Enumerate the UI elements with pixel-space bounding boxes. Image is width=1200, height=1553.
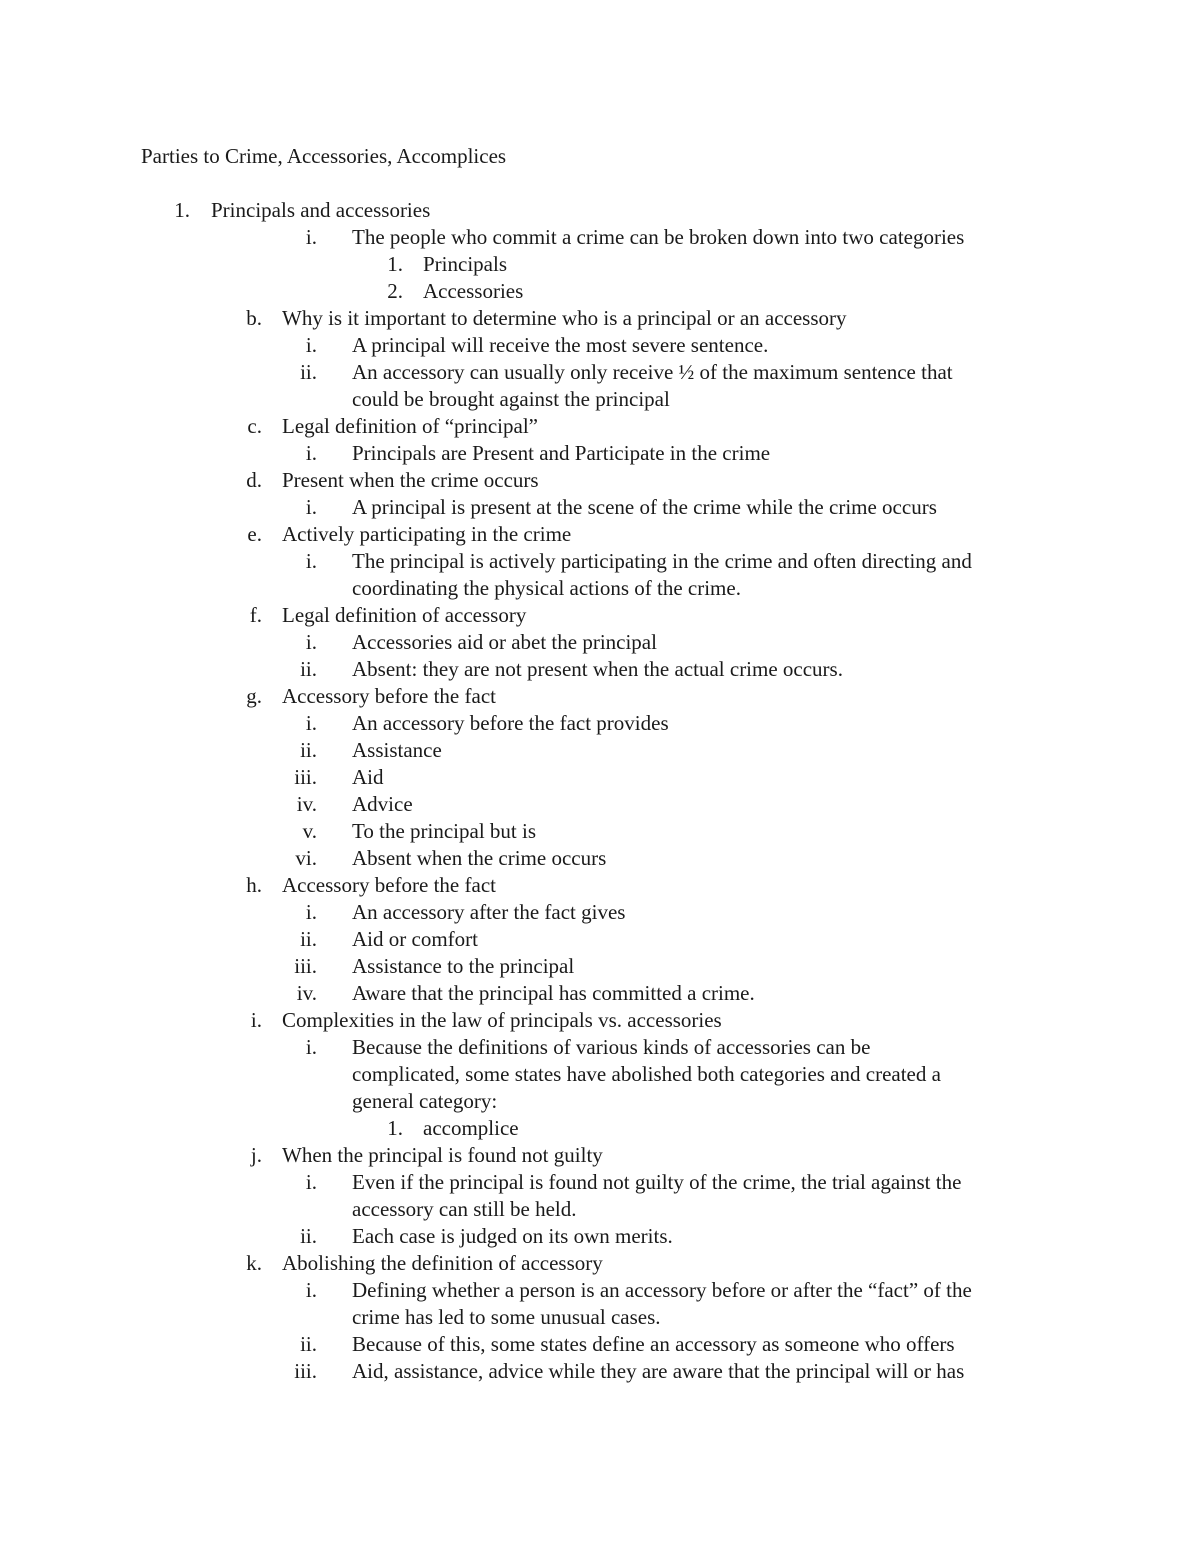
outline-item (0, 1358, 1200, 1385)
list-item-text: An accessory before the fact provides (352, 711, 669, 735)
list-marker: i. (305, 549, 317, 573)
list-item-text: Actively participating in the crime (282, 522, 572, 546)
list-marker: ii. (300, 657, 317, 681)
outline-list (0, 197, 1200, 1385)
list-item-text: complicated, some states have abolished both categories and created a (352, 1062, 941, 1086)
list-marker: iv. (296, 792, 317, 816)
list-marker: i. (305, 333, 317, 357)
list-item-text: Advice (352, 792, 413, 816)
outline-item (0, 1277, 1200, 1304)
list-item-text: accessory can still be held. (352, 1197, 577, 1221)
list-item-text: Assistance (352, 738, 442, 762)
outline-item (0, 872, 1200, 899)
list-marker: 1. (387, 1116, 403, 1140)
list-item-text: Aid or comfort (352, 927, 478, 951)
list-marker: i. (250, 1008, 262, 1032)
list-marker: i. (305, 1035, 317, 1059)
outline-item-continuation (0, 386, 1200, 413)
outline-item (0, 980, 1200, 1007)
outline-item (0, 656, 1200, 683)
list-item-text: The people who commit a crime can be broken down into two categories (352, 225, 965, 249)
list-marker: iii. (294, 1359, 317, 1383)
outline-item (0, 629, 1200, 656)
list-marker: j. (250, 1143, 262, 1167)
list-item-text: could be brought against the principal (352, 387, 670, 411)
outline-item (0, 413, 1200, 440)
list-item-text: Even if the principal is found not guilty of the crime, the trial against the (352, 1170, 962, 1194)
outline-item (0, 845, 1200, 872)
list-item-text: Principals are Present and Participate in the crime (352, 441, 771, 465)
list-item-text: A principal is present at the scene of the crime while the crime occurs (352, 495, 937, 519)
list-item-text: Complexities in the law of principals vs. accessories (282, 1008, 722, 1032)
list-item-text: accomplice (423, 1116, 519, 1140)
list-marker: d. (246, 468, 262, 492)
outline-item (0, 1007, 1200, 1034)
list-item-text: Aid (352, 765, 384, 789)
outline-item-continuation (0, 1088, 1200, 1115)
outline-item (0, 332, 1200, 359)
outline-item (0, 521, 1200, 548)
outline-item (0, 818, 1200, 845)
list-marker: b. (246, 306, 262, 330)
list-item-text: Assistance to the principal (352, 954, 575, 978)
list-item-text: A principal will receive the most severe sentence. (352, 333, 769, 357)
list-item-text: Legal definition of accessory (282, 603, 527, 627)
list-marker: i. (305, 900, 317, 924)
list-marker: i. (305, 1278, 317, 1302)
list-item-text: Principals and accessories (211, 198, 431, 222)
outline-item (0, 1250, 1200, 1277)
list-marker: ii. (300, 1224, 317, 1248)
list-marker: iii. (294, 765, 317, 789)
outline-item (0, 953, 1200, 980)
list-item-text: Each case is judged on its own merits. (352, 1224, 673, 1248)
list-item-text: An accessory can usually only receive ½ of the maximum sentence that (352, 360, 953, 384)
list-item-text: crime has led to some unusual cases. (352, 1305, 661, 1329)
outline-item (0, 683, 1200, 710)
list-marker: 1. (387, 252, 403, 276)
list-marker: c. (247, 414, 262, 438)
list-item-text: Accessories aid or abet the principal (352, 630, 657, 654)
outline-item (0, 1223, 1200, 1250)
outline-item (0, 305, 1200, 332)
list-marker: k. (246, 1251, 262, 1275)
list-marker: e. (247, 522, 262, 546)
outline-item (0, 1169, 1200, 1196)
outline-item (0, 926, 1200, 953)
list-item-text: coordinating the physical actions of the crime. (352, 576, 741, 600)
list-marker: ii. (300, 927, 317, 951)
outline-item (0, 1034, 1200, 1061)
list-item-text: Why is it important to determine who is a principal or an accessory (282, 306, 847, 330)
outline-item (0, 467, 1200, 494)
list-marker: ii. (300, 1332, 317, 1356)
page-title: Parties to Crime, Accessories, Accomplices (141, 144, 507, 168)
list-item-text: Accessory before the fact (282, 873, 496, 897)
list-marker: i. (305, 630, 317, 654)
outline-item (0, 278, 1200, 305)
list-marker: i. (305, 1170, 317, 1194)
list-marker: h. (246, 873, 262, 897)
list-item-text: To the principal but is (352, 819, 536, 843)
outline-item (0, 1115, 1200, 1142)
list-marker: v. (302, 819, 317, 843)
list-item-text: The principal is actively participating in the crime and often directing and (352, 549, 972, 573)
list-marker: ii. (300, 738, 317, 762)
list-item-text: Absent: they are not present when the actual crime occurs. (352, 657, 843, 681)
list-marker: iv. (296, 981, 317, 1005)
list-marker: 1. (174, 198, 190, 222)
list-item-text: Present when the crime occurs (282, 468, 539, 492)
list-item-text: When the principal is found not guilty (282, 1143, 603, 1167)
outline-item (0, 791, 1200, 818)
list-item-text: Aid, assistance, advice while they are aware that the principal will or has (352, 1359, 965, 1383)
list-item-text: Principals (423, 252, 507, 276)
outline-item-continuation (0, 575, 1200, 602)
list-marker: i. (305, 711, 317, 735)
list-marker: 2. (387, 279, 403, 303)
outline-item-continuation (0, 1061, 1200, 1088)
list-item-text: general category: (352, 1089, 498, 1113)
list-marker: g. (246, 684, 262, 708)
outline-item (0, 251, 1200, 278)
list-item-text: Absent when the crime occurs (352, 846, 607, 870)
list-marker: ii. (300, 360, 317, 384)
outline-item (0, 494, 1200, 521)
list-marker: i. (305, 225, 317, 249)
outline-item (0, 548, 1200, 575)
list-item-text: Accessories (423, 279, 524, 303)
list-marker: i. (305, 441, 317, 465)
outline-item (0, 602, 1200, 629)
outline-item (0, 899, 1200, 926)
list-item-text: Defining whether a person is an accessory before or after the “fact” of the (352, 1278, 972, 1302)
list-marker: f. (249, 603, 262, 627)
outline-item-continuation (0, 1196, 1200, 1223)
outline-item (0, 1142, 1200, 1169)
outline-item (0, 737, 1200, 764)
list-item-text: Accessory before the fact (282, 684, 496, 708)
outline-item (0, 224, 1200, 251)
list-item-text: Legal definition of “principal” (282, 414, 538, 438)
outline-item (0, 1331, 1200, 1358)
list-item-text: Aware that the principal has committed a crime. (352, 981, 755, 1005)
outline-item-continuation (0, 1304, 1200, 1331)
outline-item (0, 440, 1200, 467)
list-marker: iii. (294, 954, 317, 978)
list-item-text: Because the definitions of various kinds of accessories can be (352, 1035, 871, 1059)
outline-item (0, 359, 1200, 386)
outline-item (0, 764, 1200, 791)
list-item-text: An accessory after the fact gives (352, 900, 626, 924)
list-marker: vi. (295, 846, 317, 870)
list-marker: i. (305, 495, 317, 519)
outline-item (0, 710, 1200, 737)
outline-item (0, 197, 1200, 224)
list-item-text: Because of this, some states define an accessory as someone who offers (352, 1332, 955, 1356)
list-item-text: Abolishing the definition of accessory (282, 1251, 603, 1275)
